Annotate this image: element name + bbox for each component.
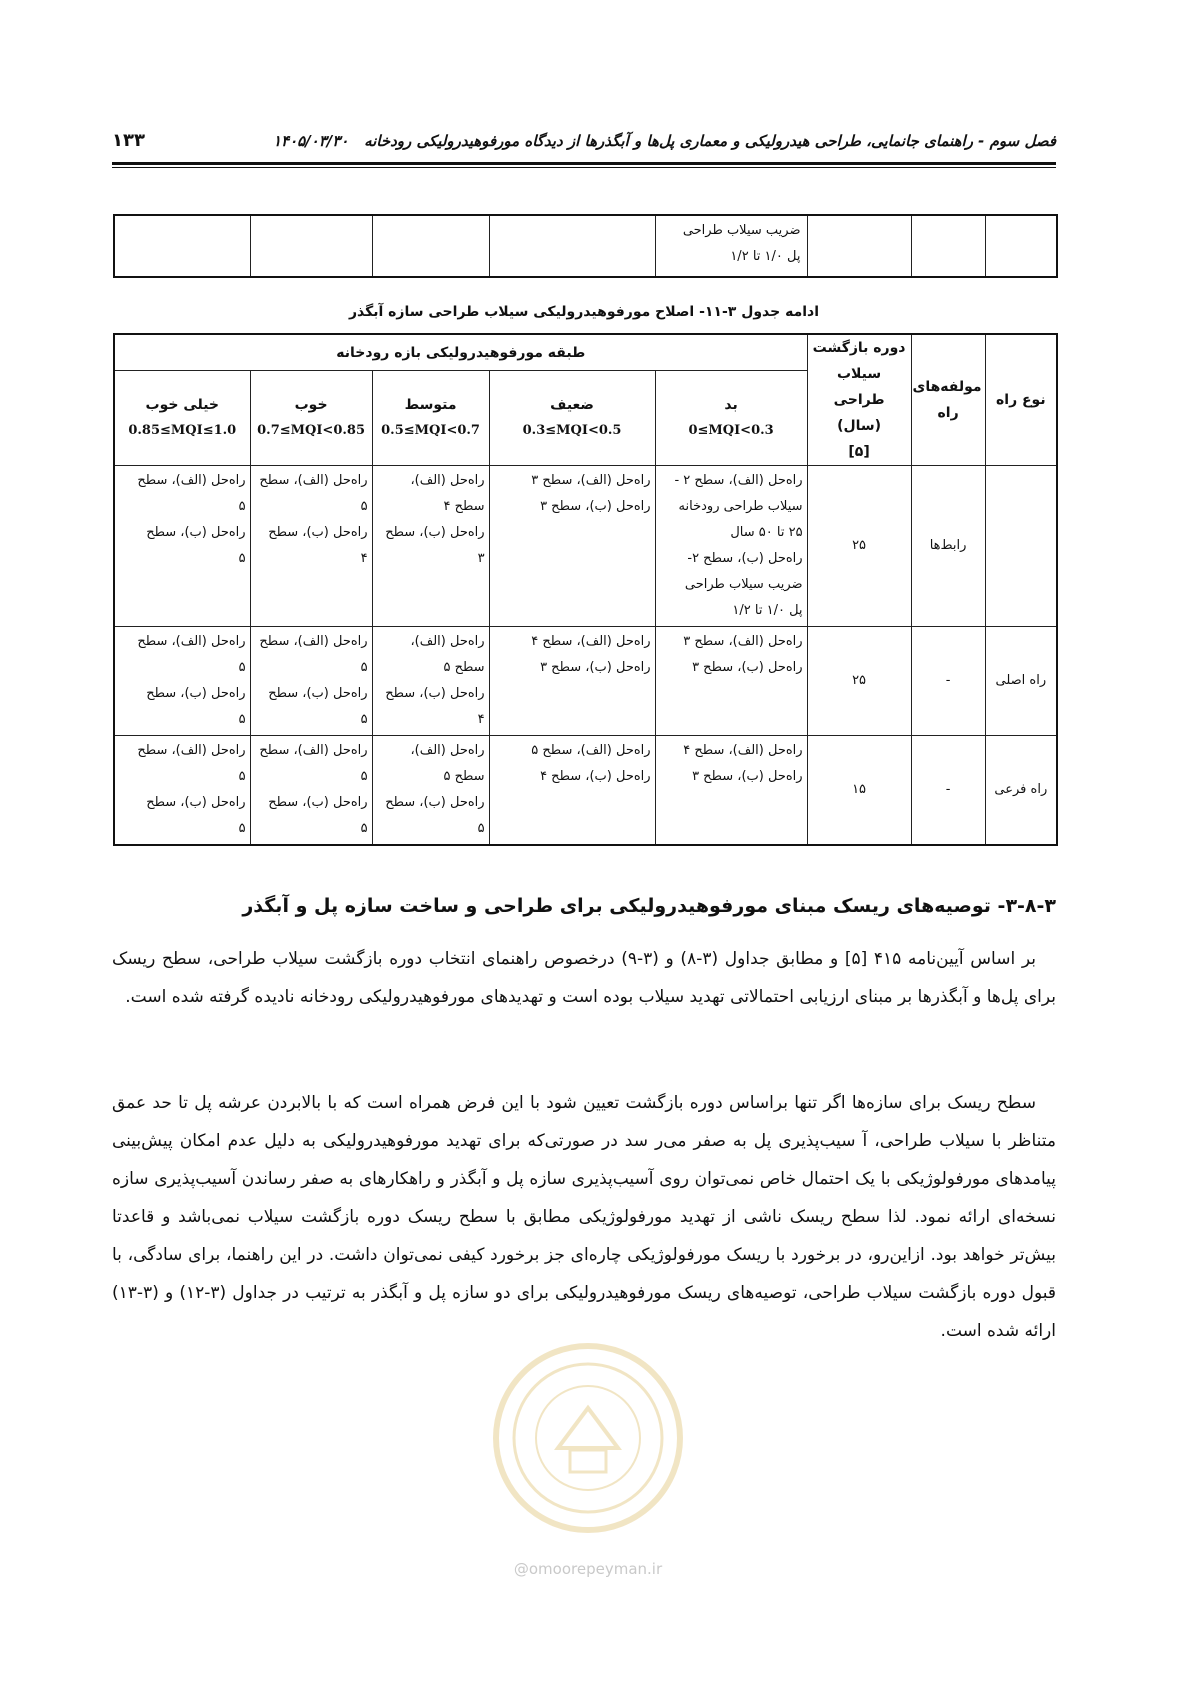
class-name: متوسط [404, 397, 457, 414]
cell-line: راه‌حل (الف)، سطح ۵ [531, 743, 651, 758]
header-class-very-good [114, 371, 250, 466]
cell-solution [655, 466, 807, 627]
cell-line: سطح ۵ [443, 660, 485, 675]
cell-line: راه‌حل (ب)، سطح [268, 686, 368, 701]
cell-line: راه‌حل (ب)، سطح ۳ [540, 499, 651, 514]
cell-line: ۵ [360, 712, 368, 727]
cell-line: راه‌حل (ب)، سطح ۴ [540, 769, 651, 784]
table-cell [250, 215, 372, 277]
chapter-title-text: فصل سوم - راهنمای جانمایی، طراحی هیدرولیکی و معماری پل‌ها و آبگذرها از دیدگاه مورفوهیدرولیکی رودخانه [364, 132, 1056, 150]
cell-line: راه‌حل (ب)، سطح ۳ [540, 660, 651, 675]
cell-period: ۲۵ [807, 627, 911, 736]
cell-line: ۳ [477, 551, 485, 566]
class-name: بد [724, 397, 738, 414]
cell-line: راه‌حل (ب)، سطح [146, 525, 246, 540]
cell-period: ۲۵ [807, 466, 911, 627]
cell-line: راه‌حل (ب)، سطح [268, 525, 368, 540]
cell-solution [489, 627, 655, 736]
cell-road-type: راه اصلی [985, 627, 1057, 736]
cell-line: راه‌حل (الف)، سطح ۴ [683, 743, 803, 758]
cell-line: ۲۵ تا ۵۰ سال [730, 525, 803, 540]
cell-line: راه‌حل (الف)، [410, 473, 485, 488]
cell-line: ۵ [238, 660, 246, 675]
table-row [114, 215, 1057, 277]
cell-period: ۱۵ [807, 736, 911, 846]
table-cell [489, 215, 655, 277]
table-body [114, 466, 1057, 846]
class-range: 0.85≤MQI≤1.0 [128, 423, 237, 439]
cell-line: راه‌حل (ب)، سطح ۳ [692, 660, 803, 675]
header-row [114, 334, 1057, 371]
seal-logo-icon [488, 1338, 688, 1538]
cell-solution [250, 627, 372, 736]
section-heading: ۳-۸-۳- توصیه‌های ریسک مبنای مورفوهیدرولیکی برای طراحی و ساخت سازه پل و آبگذر [242, 895, 1056, 917]
header-class-good [250, 371, 372, 466]
header-class-bad [655, 371, 807, 466]
cell-line: راه‌حل (ب)، سطح ۲- [687, 551, 803, 566]
table-row [114, 627, 1057, 736]
paragraph-2: سطح ریسک برای سازه‌ها اگر تنها براساس دوره بازگشت تعیین شود با این فرض همراه است که با بالابردن عرشه پل تا حد عمق متناظر با سیلاب طراحی، آ سیب‌پذیری پل به صفر می‌ر سد در صورتی‌که برای تهدید مورفوهیدرولیکی به دلیل عدم امکان پیش‌بینی پیامدهای مورفولوژیکی با یک احتمال خاص نمی‌توان روی آسیب‌پذیری سازه پل و آبگذر و راهکارهای به صفر رساندن آسیب‌پذیری سازه نسخه‌ای ارائه نمود. لذا سطح ریسک ناشی از تهدید مورفولوژیکی مطابق با سطح ریسک دوره بازگشت سیلاب نمی‌باشد و قاعدتا بیش‌تر خواهد بود. ازاین‌رو، در برخورد با ریسک مورفولوژیکی چاره‌ای جز برخورد کیفی نمی‌توان داشت. در این راهنما، برای سادگی، با قبول دوره بازگشت سیلاب طراحی، توصیه‌های ریسک مورفوهیدرولیکی برای دو سازه پل و آبگذر به ترتیب در جداول (۳-۱۲) و (۳-۱۳) ارائه شده است. [112, 1093, 1056, 1341]
cell-line: سیلاب طراحی رودخانه [678, 499, 803, 514]
cell-line: راه‌حل (الف)، سطح ۲ - [674, 473, 803, 488]
cell-line: ضریب سیلاب طراحی [682, 223, 801, 238]
cell-line: ۵ [238, 769, 246, 784]
table-cell [114, 215, 250, 277]
cell-line: ۵ [360, 769, 368, 784]
cell-line: سطح ۵ [443, 769, 485, 784]
cell-line: ۵ [238, 821, 246, 836]
header-rule [112, 162, 1056, 165]
cell-line: ضریب سیلاب طراحی [684, 577, 803, 592]
continued-table-fragment [113, 214, 1058, 278]
cell-solution [372, 466, 489, 627]
cell-solution [655, 627, 807, 736]
cell-line: راه‌حل (الف)، سطح [137, 473, 246, 488]
header-line: [۵] [848, 444, 870, 460]
table-row [114, 466, 1057, 627]
cell-line: پل ۱/۰ تا ۱/۲ [732, 603, 803, 618]
paragraph-1: بر اساس آیین‌نامه ۴۱۵ [۵] و مطابق جداول (۳-۸) و (۳-۹) درخصوص راهنمای انتخاب دوره بازگشت سیلاب طراحی، سطح ریسک برای پل‌ها و آبگذرها بر مبنای ارزیابی احتمالاتی تهدید سیلاب بوده است و تهدیدهای مورفوهیدرولیکی رودخانه نادیده گرفته شده است. [112, 949, 1056, 1007]
header-class-medium [372, 371, 489, 466]
cell-solution [114, 466, 250, 627]
cell-line: ۴ [360, 551, 368, 566]
cell-solution [114, 627, 250, 736]
cell-solution [372, 627, 489, 736]
cell-line: راه‌حل (الف)، [410, 743, 485, 758]
class-name: خیلی خوب [145, 397, 220, 414]
header-components [911, 334, 985, 466]
page-number: ۱۳۳ [112, 130, 145, 151]
cell-line: راه‌حل (الف)، [410, 634, 485, 649]
cell-line: راه‌حل (ب)، سطح ۳ [692, 769, 803, 784]
cell-line: ۵ [360, 660, 368, 675]
header-date: ۱۴۰۵/۰۳/۳۰ [272, 132, 349, 150]
chapter-title [273, 132, 1056, 150]
cell-line: راه‌حل (ب)، سطح [268, 795, 368, 810]
cell-line: راه‌حل (ب)، سطح [146, 686, 246, 701]
cell-road-type [985, 466, 1057, 627]
cell-line: ۵ [238, 712, 246, 727]
header-line: مولفه‌های [912, 379, 982, 395]
cell-component: رابط‌ها [911, 466, 985, 627]
page-header [112, 128, 1056, 160]
cell-line: راه‌حل (ب)، سطح [385, 686, 485, 701]
header-return-period [807, 334, 911, 466]
class-range: 0≤MQI<0.3 [688, 423, 774, 439]
table-row [114, 736, 1057, 846]
cell-solution [489, 466, 655, 627]
header-class-group: طبقه مورفوهیدرولیکی بازه رودخانه [114, 334, 807, 371]
cell-component: - [911, 736, 985, 846]
class-range: 0.3≤MQI<0.5 [522, 423, 622, 439]
cell-line: راه‌حل (الف)، سطح ۳ [531, 473, 651, 488]
cell-line: راه‌حل (الف)، سطح [137, 634, 246, 649]
cell-line: راه‌حل (الف)، سطح ۳ [683, 634, 803, 649]
class-name: ضعیف [550, 397, 594, 414]
table-cell [911, 215, 985, 277]
table-cell [807, 215, 911, 277]
table-caption: ادامه جدول ۳-۱۱- اصلاح مورفوهیدرولیکی سیلاب طراحی سازه آبگذر [348, 304, 820, 320]
header-line: دوره بازگشت [812, 340, 906, 356]
header-line: راه [937, 405, 959, 421]
cell-line: راه‌حل (ب)، سطح [146, 795, 246, 810]
cell-line: ۵ [360, 499, 368, 514]
class-range: 0.5≤MQI<0.7 [381, 423, 480, 439]
header-road-type: نوع راه [985, 334, 1057, 466]
cell-solution [372, 736, 489, 846]
cell-line: ۵ [477, 821, 485, 836]
cell-component: - [911, 627, 985, 736]
cell-line: راه‌حل (الف)، سطح ۴ [531, 634, 651, 649]
cell-line: راه‌حل (الف)، سطح [259, 634, 368, 649]
cell-line: راه‌حل (الف)، سطح [259, 473, 368, 488]
table-cell [985, 215, 1057, 277]
cell-line: سطح ۴ [443, 499, 485, 514]
cell-solution [114, 736, 250, 846]
cell-solution [655, 736, 807, 846]
cell-line: ۵ [238, 499, 246, 514]
cell-line: راه‌حل (ب)، سطح [385, 525, 485, 540]
cell-line: ۴ [477, 712, 485, 727]
class-name: خوب [294, 397, 328, 414]
header-line: طراحی (سال) [833, 392, 885, 434]
table-cell [655, 215, 807, 277]
cell-road-type: راه فرعی [985, 736, 1057, 846]
header-rule-thin [112, 167, 1056, 168]
cell-solution [250, 466, 372, 627]
cell-line: ۵ [360, 821, 368, 836]
cell-line: راه‌حل (الف)، سطح [259, 743, 368, 758]
cell-line: پل ۱/۰ تا ۱/۲ [730, 249, 801, 264]
morphohydraulic-table [113, 333, 1058, 846]
table-cell [372, 215, 489, 277]
cell-line: راه‌حل (الف)، سطح [137, 743, 246, 758]
cell-line: راه‌حل (ب)، سطح [385, 795, 485, 810]
cell-line: ۵ [238, 551, 246, 566]
header-line: سیلاب [836, 366, 882, 382]
cell-solution [489, 736, 655, 846]
header-class-weak [489, 371, 655, 466]
cell-solution [250, 736, 372, 846]
watermark-url: @omoorepeyman.ir [513, 1560, 663, 1578]
class-range: 0.7≤MQI<0.85 [257, 423, 365, 439]
